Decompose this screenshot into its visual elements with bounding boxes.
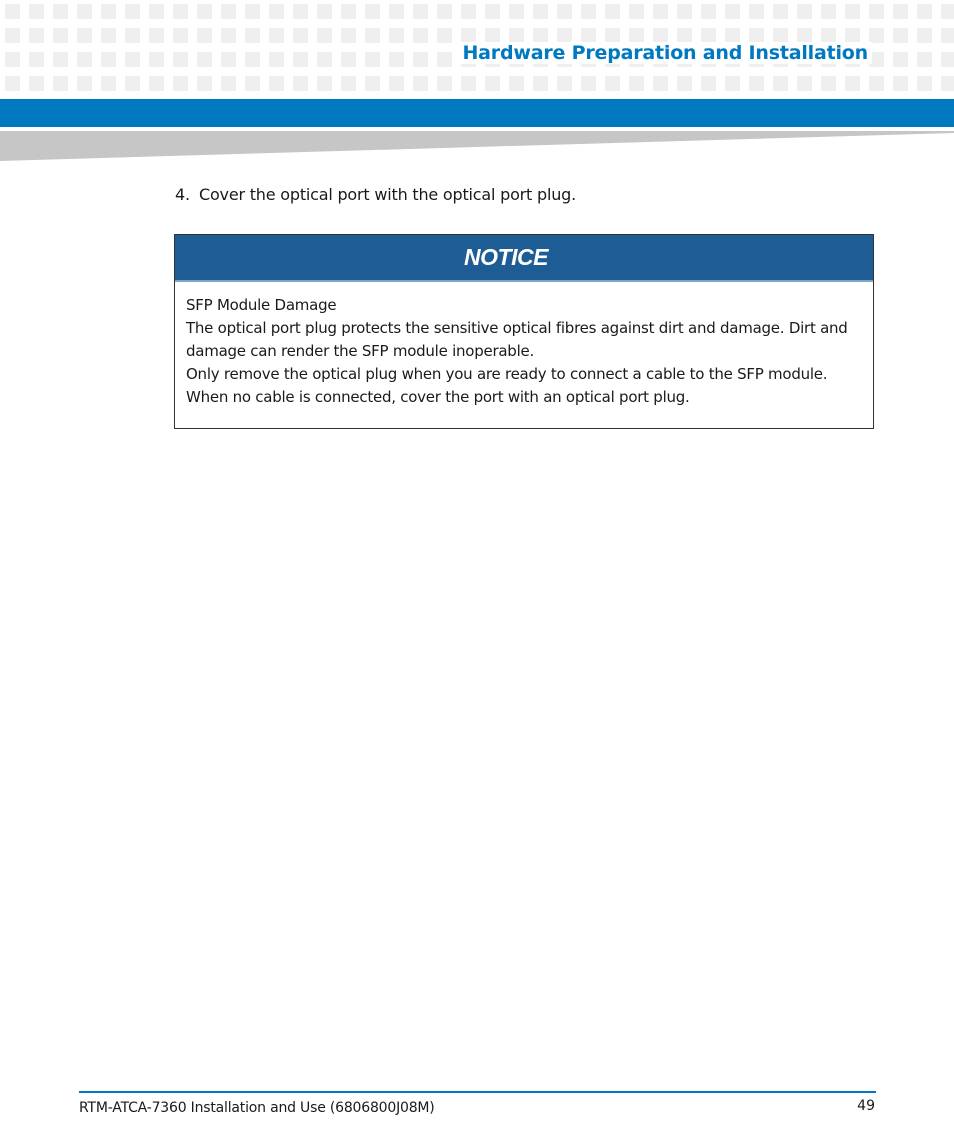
pattern-square [605, 76, 620, 91]
pattern-square [269, 28, 284, 43]
pattern-square [149, 52, 164, 67]
pattern-square [149, 4, 164, 19]
pattern-square [341, 76, 356, 91]
pattern-square [917, 4, 932, 19]
pattern-square [701, 76, 716, 91]
pattern-square [941, 4, 954, 19]
pattern-square [317, 76, 332, 91]
pattern-square [197, 4, 212, 19]
pattern-square [293, 52, 308, 67]
pattern-square [245, 52, 260, 67]
pattern-square [797, 28, 812, 43]
pattern-square [173, 76, 188, 91]
pattern-square [5, 28, 20, 43]
pattern-square [773, 76, 788, 91]
pattern-square [317, 52, 332, 67]
pattern-square [677, 28, 692, 43]
pattern-square [413, 4, 428, 19]
pattern-square [773, 4, 788, 19]
pattern-square [173, 4, 188, 19]
pattern-square [317, 4, 332, 19]
pattern-square [749, 28, 764, 43]
pattern-square [77, 52, 92, 67]
pattern-square [797, 76, 812, 91]
pattern-square [917, 76, 932, 91]
chapter-title: Hardware Preparation and Installation [458, 42, 872, 64]
pattern-square [917, 28, 932, 43]
pattern-square [605, 4, 620, 19]
pattern-square [197, 76, 212, 91]
pattern-square [5, 52, 20, 67]
pattern-square [821, 76, 836, 91]
pattern-square [173, 52, 188, 67]
notice-body [175, 282, 873, 409]
pattern-square [581, 28, 596, 43]
step-number: 4. [175, 185, 190, 204]
pattern-square [29, 4, 44, 19]
pattern-square [53, 76, 68, 91]
pattern-square [677, 76, 692, 91]
pattern-square [533, 4, 548, 19]
pattern-square [365, 28, 380, 43]
pattern-square [485, 4, 500, 19]
pattern-square [413, 28, 428, 43]
pattern-square [125, 28, 140, 43]
pattern-square [557, 76, 572, 91]
pattern-square [893, 76, 908, 91]
pattern-square [125, 76, 140, 91]
pattern-square [5, 76, 20, 91]
pattern-square [29, 28, 44, 43]
pattern-square [509, 76, 524, 91]
pattern-square [53, 28, 68, 43]
pattern-square [149, 76, 164, 91]
pattern-square [845, 4, 860, 19]
pattern-square [365, 4, 380, 19]
pattern-square [701, 28, 716, 43]
pattern-square [725, 4, 740, 19]
pattern-square [221, 76, 236, 91]
pattern-square [101, 28, 116, 43]
pattern-square [149, 28, 164, 43]
pattern-square [197, 52, 212, 67]
header-grey-wedge [0, 131, 954, 165]
pattern-square [629, 76, 644, 91]
pattern-square [101, 76, 116, 91]
pattern-square [77, 28, 92, 43]
pattern-square [437, 4, 452, 19]
header-blue-band [0, 99, 954, 127]
footer-rule [79, 1091, 876, 1093]
pattern-square [341, 28, 356, 43]
pattern-square [461, 76, 476, 91]
notice-line: When no cable is connected, cover the port with an optical port plug. [186, 388, 690, 406]
pattern-square [293, 4, 308, 19]
pattern-square [821, 28, 836, 43]
pattern-square [29, 76, 44, 91]
pattern-square [365, 52, 380, 67]
pattern-square [869, 28, 884, 43]
pattern-square [485, 76, 500, 91]
pattern-square [869, 4, 884, 19]
pattern-square [581, 76, 596, 91]
pattern-square [917, 52, 932, 67]
pattern-square [197, 28, 212, 43]
pattern-square [173, 28, 188, 43]
pattern-square [461, 4, 476, 19]
notice-subject: SFP Module Damage [186, 296, 337, 314]
pattern-square [437, 52, 452, 67]
pattern-square [413, 52, 428, 67]
pattern-square [221, 28, 236, 43]
footer-document-title: RTM-ATCA-7360 Installation and Use (6806800J08M) [79, 1100, 435, 1116]
pattern-square [437, 28, 452, 43]
pattern-square [389, 52, 404, 67]
pattern-square [509, 4, 524, 19]
pattern-square [557, 28, 572, 43]
pattern-square [101, 52, 116, 67]
pattern-square [629, 28, 644, 43]
pattern-square [845, 76, 860, 91]
pattern-square [53, 4, 68, 19]
pattern-square [437, 76, 452, 91]
pattern-square [221, 4, 236, 19]
pattern-square [893, 4, 908, 19]
pattern-square [941, 76, 954, 91]
pattern-square [461, 28, 476, 43]
pattern-square [365, 76, 380, 91]
pattern-square [845, 28, 860, 43]
pattern-square [941, 52, 954, 67]
pattern-square [533, 28, 548, 43]
pattern-square [893, 52, 908, 67]
pattern-square [509, 28, 524, 43]
pattern-square [893, 28, 908, 43]
notice-title: NOTICE [464, 244, 548, 270]
pattern-square [389, 4, 404, 19]
pattern-square [245, 4, 260, 19]
pattern-square [773, 28, 788, 43]
pattern-square [677, 4, 692, 19]
pattern-square [293, 28, 308, 43]
pattern-square [29, 52, 44, 67]
pattern-square [53, 52, 68, 67]
pattern-square [869, 76, 884, 91]
pattern-square [221, 52, 236, 67]
pattern-square [269, 52, 284, 67]
pattern-square [413, 76, 428, 91]
pattern-square [341, 4, 356, 19]
notice-header [175, 235, 873, 282]
pattern-square [485, 28, 500, 43]
pattern-square [389, 76, 404, 91]
pattern-square [389, 28, 404, 43]
pattern-square [317, 28, 332, 43]
pattern-square [581, 4, 596, 19]
pattern-square [293, 76, 308, 91]
step-item [175, 185, 576, 204]
pattern-square [533, 76, 548, 91]
pattern-square [749, 76, 764, 91]
pattern-square [725, 28, 740, 43]
notice-box [174, 234, 874, 429]
pattern-square [341, 52, 356, 67]
pattern-square [101, 4, 116, 19]
pattern-square [605, 28, 620, 43]
pattern-square [725, 76, 740, 91]
pattern-square [245, 76, 260, 91]
pattern-square [77, 76, 92, 91]
pattern-square [749, 4, 764, 19]
pattern-square [653, 4, 668, 19]
pattern-square [125, 4, 140, 19]
pattern-square [557, 4, 572, 19]
page-number: 49 [857, 1098, 875, 1114]
pattern-square [5, 4, 20, 19]
pattern-square [821, 4, 836, 19]
pattern-square [125, 52, 140, 67]
pattern-square [653, 76, 668, 91]
pattern-square [941, 28, 954, 43]
pattern-square [797, 4, 812, 19]
notice-line: The optical port plug protects the sensitive optical fibres against dirt and damage. Dirt and damage can render the SFP module inoperable. [186, 319, 848, 360]
notice-line: Only remove the optical plug when you are ready to connect a cable to the SFP module. [186, 365, 828, 383]
pattern-square [629, 4, 644, 19]
pattern-square [245, 28, 260, 43]
step-text: Cover the optical port with the optical port plug. [199, 185, 577, 204]
pattern-square [269, 4, 284, 19]
pattern-square [653, 28, 668, 43]
pattern-square [269, 76, 284, 91]
pattern-square [77, 4, 92, 19]
pattern-square [701, 4, 716, 19]
